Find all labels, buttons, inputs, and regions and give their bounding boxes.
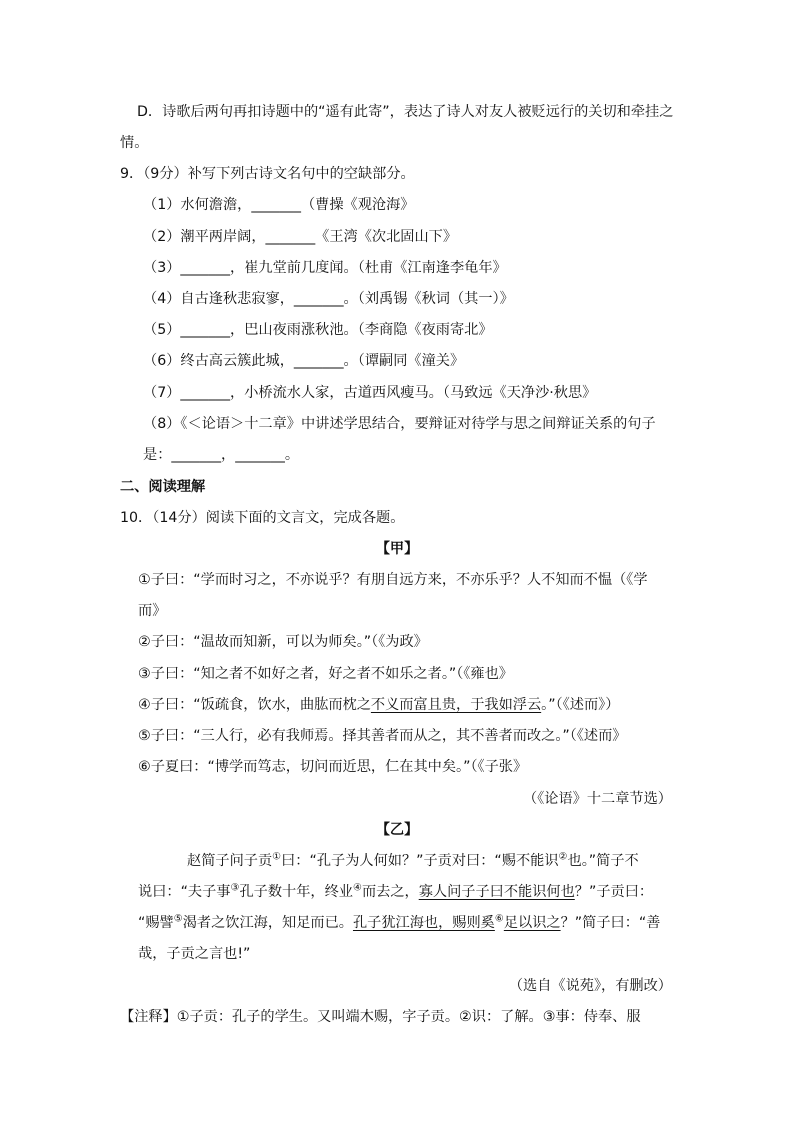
yi-line-1-b: 曰：“孔子为人何如？”子贡对曰：“赐不能识 [281, 853, 559, 869]
yi-line-2-b: 孔子数十年，终业 [239, 884, 353, 900]
yi-line-2 [138, 882, 653, 902]
note-marker-5: ⑤ [173, 913, 183, 925]
yi-source: （选自《说苑》，有删改） [508, 978, 672, 994]
jia-title: 【甲】 [375, 541, 419, 557]
note-marker-1: ① [272, 851, 282, 863]
q9-item-1: （1）水何澹澹，_______（曹操《观沧海》 [143, 197, 415, 213]
q9-item-8-line2: 是：_______，_______。 [143, 447, 300, 463]
annotation-notes: 【注释】①子贡：孔子的学生。又叫端木赐，字子贡。②识：了解。③事：侍奉、服 [120, 1009, 641, 1025]
jia-line-4 [138, 695, 619, 715]
yi-line-2-underlined: 寡人问子子曰不能识何也 [418, 884, 575, 900]
yi-line-3-c: ？”简子曰：“善 [560, 915, 661, 931]
yi-line-3 [138, 913, 660, 933]
jia-line-6: ⑥子夏曰：“博学而笃志，切问而近思，仁在其中矣。”（《子张》 [138, 759, 528, 775]
q8-option-d-line1: D．诗歌后两句再扣诗题中的“遥有此寄”，表达了诗人对友人被贬远行的关切和牵挂之 [137, 104, 674, 120]
yi-line-1-a: 赵简子问子贡 [187, 853, 273, 869]
yi-line-3-b: 渴者之饮江海，知足而已。 [182, 915, 353, 931]
q9-item-8-line1: （8）《＜论语＞十二章》中讲述学思结合，要辩证对待学与思之间辩证关系的句子 [143, 416, 656, 432]
yi-line-4: 哉，子贡之言也!” [138, 946, 251, 962]
yi-line-3-a: “赐譬 [138, 915, 174, 931]
note-marker-6: ⑥ [494, 913, 504, 925]
jia-line-4-post: 。”（《述而》） [541, 697, 620, 713]
q9-item-5: （5）_______，巴山夜雨涨秋池。（李商隐《夜雨寄北》 [143, 322, 493, 338]
jia-line-4-underlined: 不义而富且贵，于我如浮云 [370, 697, 542, 713]
yi-line-2-c: 而去之， [361, 884, 419, 900]
yi-line-1 [187, 851, 639, 871]
yi-title: 【乙】 [375, 822, 419, 838]
yi-line-3-underlined-1: 孔子犹江海也，赐则奚 [352, 915, 495, 931]
q9-item-4: （4）自古逢秋悲寂寥，_______。（刘禹锡《秋词（其一）》 [143, 291, 514, 307]
q9-item-3: （3）_______，崔九堂前几度闻。（杜甫《江南逢李龟年》 [143, 260, 507, 276]
yi-line-2-a: 说曰：“夫子事 [138, 884, 231, 900]
jia-source: （《论语》十二章节选） [523, 791, 672, 807]
jia-line-1b: 而》 [138, 603, 167, 619]
jia-line-3: ③子曰：“知之者不如好之者，好之者不如乐之者。”（《雍也》 [138, 666, 513, 682]
yi-line-3-underlined-2: 足以识之 [503, 915, 561, 931]
yi-line-1-c: 也。”简子不 [567, 853, 639, 869]
jia-line-5: ⑤子曰：“三人行，必有我师焉。择其善者而从之，其不善者而改之。”（《述而》 [138, 728, 627, 744]
note-marker-3: ③ [230, 882, 240, 894]
jia-line-2: ②子曰：“温故而知新，可以为师矣。”（《为政》 [138, 634, 428, 650]
note-marker-2: ② [558, 851, 568, 863]
yi-line-2-d: ？”子贡曰： [574, 884, 654, 900]
jia-line-1a: ①子曰：“学而时习之，不亦说乎？有朋自远方来，不亦乐乎？人不知而不愠（《学 [138, 572, 648, 588]
q9-item-7: （7）_______，小桥流水人家，古道西风瘦马。（马致远《天净沙·秋思》 [143, 385, 597, 401]
q9-heading: 9．（9分）补写下列古诗文名句中的空缺部分。 [120, 166, 415, 182]
section-title: 二、阅读理解 [120, 479, 206, 495]
jia-line-4-pre: ④子曰：“饭疏食，饮水，曲肱而枕之 [138, 697, 371, 713]
note-marker-4: ④ [352, 882, 362, 894]
q8-option-d-line2: 情。 [120, 135, 149, 151]
q10-heading: 10．（14分）阅读下面的文言文，完成各题。 [120, 510, 405, 526]
q9-item-2: （2）潮平两岸阔，_______《王湾《次北固山下》 [143, 229, 458, 245]
q9-item-6: （6）终古高云簇此城，_______。（谭嗣同《潼关》 [143, 353, 465, 369]
